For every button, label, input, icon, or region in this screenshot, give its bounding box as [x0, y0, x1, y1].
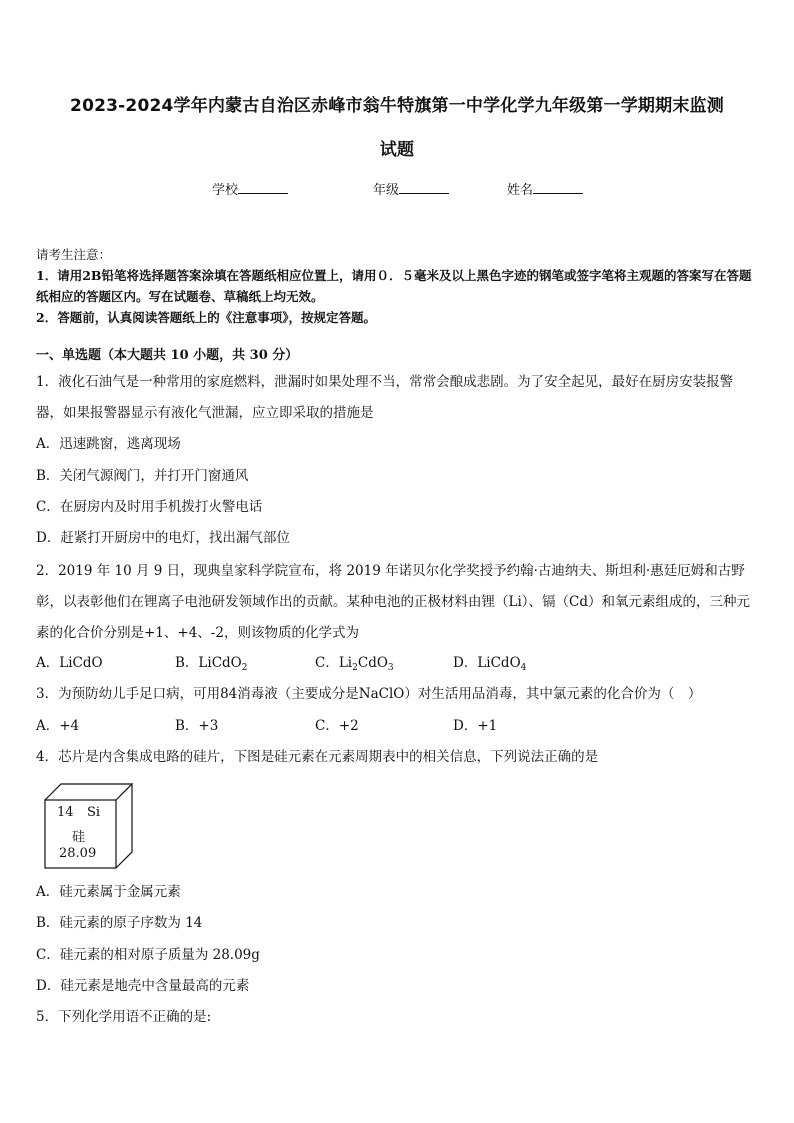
q2-option-a: [36, 653, 103, 673]
q2-option-d-subscript: 4: [520, 663, 527, 673]
q2-option-c-text-2: CdO: [357, 655, 388, 671]
notice-item-1: 1．请用2B铅笔将选择题答案涂填在答题纸相应位置上，请用０．５毫米及以上黑色字迹的钢笔或签字笔将主观题的答案写在答题纸相应的答题区内。写在试题卷、草稿纸上均无效。: [36, 268, 752, 304]
name-label: 姓名: [507, 183, 534, 198]
q3-option-c: C．+2: [315, 718, 359, 734]
q3-option-a: A．+4: [36, 718, 80, 734]
question-5-stem: 5．下列化学用语不正确的是:: [36, 1009, 212, 1025]
element-name: 硅: [72, 830, 86, 845]
q2-option-c-subscript-2: 3: [387, 663, 394, 673]
q1-option-c: C．在厨房内及时用手机拨打火警电话: [36, 499, 263, 515]
q4-option-b: B．硅元素的原子序数为 14: [36, 915, 203, 931]
q2-option-c-text: C．Li: [315, 655, 353, 671]
q4-option-a: A．硅元素属于金属元素: [36, 884, 181, 900]
grade-field[interactable]: [373, 179, 449, 198]
q1-option-a: A．迅速跳窗，逃离现场: [36, 436, 181, 452]
section-title: 一、单选题（本大题共 10 小题，共 30 分）: [36, 348, 299, 363]
question-4-stem: 4．芯片是内含集成电路的硅片，下图是硅元素在元素周期表中的相关信息，下列说法正确的是: [36, 749, 599, 765]
title-line-2: 试题: [379, 140, 415, 160]
element-atomic-mass: 28.09: [59, 846, 97, 861]
element-atomic-number: 14: [57, 805, 74, 820]
exam-notice: [36, 244, 758, 328]
q2-option-d: [453, 653, 526, 678]
q4-option-d: D．硅元素是地壳中含量最高的元素: [36, 978, 250, 994]
q2-option-c: [315, 653, 394, 678]
question-2-stem: 2．2019 年 10 月 9 日，现典皇家科学院宣布，将 2019 年诺贝尔化学奖授予约翰·古迪纳夫、斯坦利·惠廷厄姆和古野彰，以表彰他们在锂离子电池研发领域作出的贡献。某种电池的正极材料由锂（Li）、镉（Cd）和氧元素组成的，三种元素的化合价分别是+1、+4、-2，则该物质的化学式为: [36, 563, 751, 641]
q3-option-b: B．+3: [175, 718, 219, 734]
q4-option-c: C．硅元素的相对原子质量为 28.09g: [36, 947, 260, 963]
q2-option-a-text: A．LiCdO: [36, 655, 103, 671]
student-info-fields: [0, 179, 794, 201]
grade-label: 年级: [373, 183, 400, 198]
notice-item-2: 2．答题前，认真阅读答题纸上的《注意事项》，按规定答题。: [36, 310, 376, 325]
question-3-stem: 3．为预防幼儿手足口病，可用84消毒液（主要成分是NaClO）对生活用品消毒，其中氯元素的化合价为（ ）: [36, 686, 702, 702]
q2-option-c-subscript-1: 2: [352, 663, 358, 673]
grade-blank[interactable]: [399, 180, 449, 194]
silicon-element-card: [44, 783, 134, 869]
q1-option-d: D．赶紧打开厨房中的电灯，找出漏气部位: [36, 530, 290, 546]
q2-option-b: [175, 653, 247, 678]
title-line-1: 2023-2024学年内蒙古自治区赤峰市翁牛特旗第一中学化学九年级第一学期期末监测: [70, 96, 724, 116]
q2-option-b-subscript: 2: [241, 663, 248, 673]
question-1-stem: 1．液化石油气是一种常用的家庭燃料，泄漏时如果处理不当，常常会酿成悲剧。为了安全起见，最好在厨房安装报警器，如果报警器显示有液化气泄漏，应立即采取的措施是: [36, 374, 734, 421]
notice-heading: 请考生注意：: [36, 247, 112, 262]
q1-option-b: B．关闭气源阀门，并打开门窗通风: [36, 468, 249, 484]
school-blank[interactable]: [238, 180, 288, 194]
element-symbol: Si: [87, 805, 101, 820]
q2-option-b-text: B．LiCdO: [175, 655, 242, 671]
school-field[interactable]: [212, 179, 288, 198]
school-label: 学校: [212, 183, 239, 198]
q2-option-d-text: D．LiCdO: [453, 655, 521, 671]
name-blank[interactable]: [533, 180, 583, 194]
q3-option-d: D．+1: [453, 718, 498, 734]
exam-title: [30, 84, 764, 172]
name-field[interactable]: [507, 179, 583, 198]
